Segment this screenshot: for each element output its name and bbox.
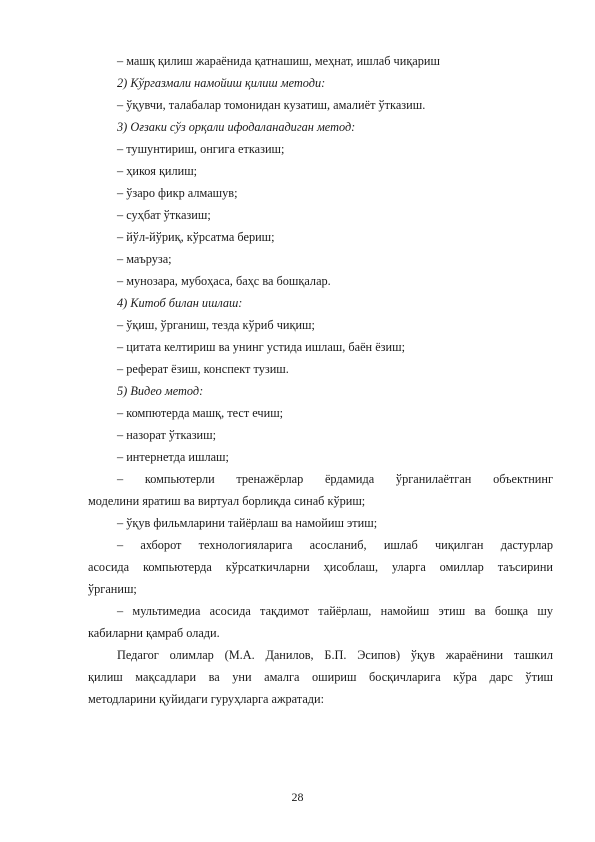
text-line: қилиш мақсадлари ва уни амалга ошириш босқичларига кўра дарс ўтиш — [88, 670, 553, 684]
text-line: – цитата келтириш ва унинг устида ишлаш, баён ёзиш; — [117, 340, 405, 354]
text-line: – компютерда машқ, тест ечиш; — [117, 406, 284, 420]
page-number: 28 — [291, 790, 304, 804]
text-line: – ўқувчи, талабалар томонидан кузатиш, амалиёт ўтказиш. — [117, 98, 426, 112]
text-line: – тушунтириш, онгига етказиш; — [117, 142, 285, 156]
text-line: – реферат ёзиш, конспект тузиш. — [117, 362, 289, 376]
text-line: асосида компьютерда кўрсаткичларни ҳисоблаш, уларга омиллар таъсирини — [88, 560, 553, 574]
text-line: – машқ қилиш жараёнида қатнашиш, меҳнат, ишлаб чиқариш — [117, 54, 440, 68]
text-line: методларини қуйидаги гуруҳларга ажратади: — [88, 692, 325, 706]
text-line: – мультимедиа асосида тақдимот тайёрлаш, намойиш этиш ва бошқа шу — [117, 604, 553, 618]
section-heading: 5) Видео метод: — [117, 384, 204, 398]
text-line: Педагог олимлар (М.А. Данилов, Б.П. Эсипов) ўқув жараёнини ташкил — [117, 648, 553, 662]
section-heading: 3) Оғзаки сўз орқали ифодаланадиган метод: — [117, 120, 356, 134]
text-line: – ахборот технологияларига асосланиб, ишлаб чиқилган дастурлар — [117, 538, 553, 552]
text-line: – мунозара, мубоҳаса, баҳс ва бошқалар. — [117, 274, 331, 288]
section-heading: 4) Китоб билан ишлаш: — [117, 296, 243, 310]
text-line: ўрганиш; — [88, 582, 137, 596]
text-line: – суҳбат ўтказиш; — [117, 208, 211, 222]
text-line: – интернетда ишлаш; — [117, 450, 229, 464]
text-line: – маъруза; — [117, 252, 172, 266]
text-line: моделини яратиш ва виртуал борлиқда синаб кўриш; — [88, 494, 366, 508]
text-line: – назорат ўтказиш; — [117, 428, 217, 442]
text-line: – ўқиш, ўрганиш, тезда кўриб чиқиш; — [117, 318, 315, 332]
text-line: – ҳикоя қилиш; — [117, 164, 198, 178]
text-line: кабиларни қамраб олади. — [88, 626, 220, 640]
text-line: – ўқув фильмларини тайёрлаш ва намойиш этиш; — [117, 516, 378, 530]
text-line: – ўзаро фикр алмашув; — [117, 186, 238, 200]
text-line: – йўл-йўриқ, кўрсатма бериш; — [117, 230, 275, 244]
section-heading: 2) Кўргазмали намойиш қилиш методи: — [117, 76, 326, 90]
text-line: – компьютерли тренажёрлар ёрдамида ўрганилаётган объектнинг — [117, 472, 553, 486]
